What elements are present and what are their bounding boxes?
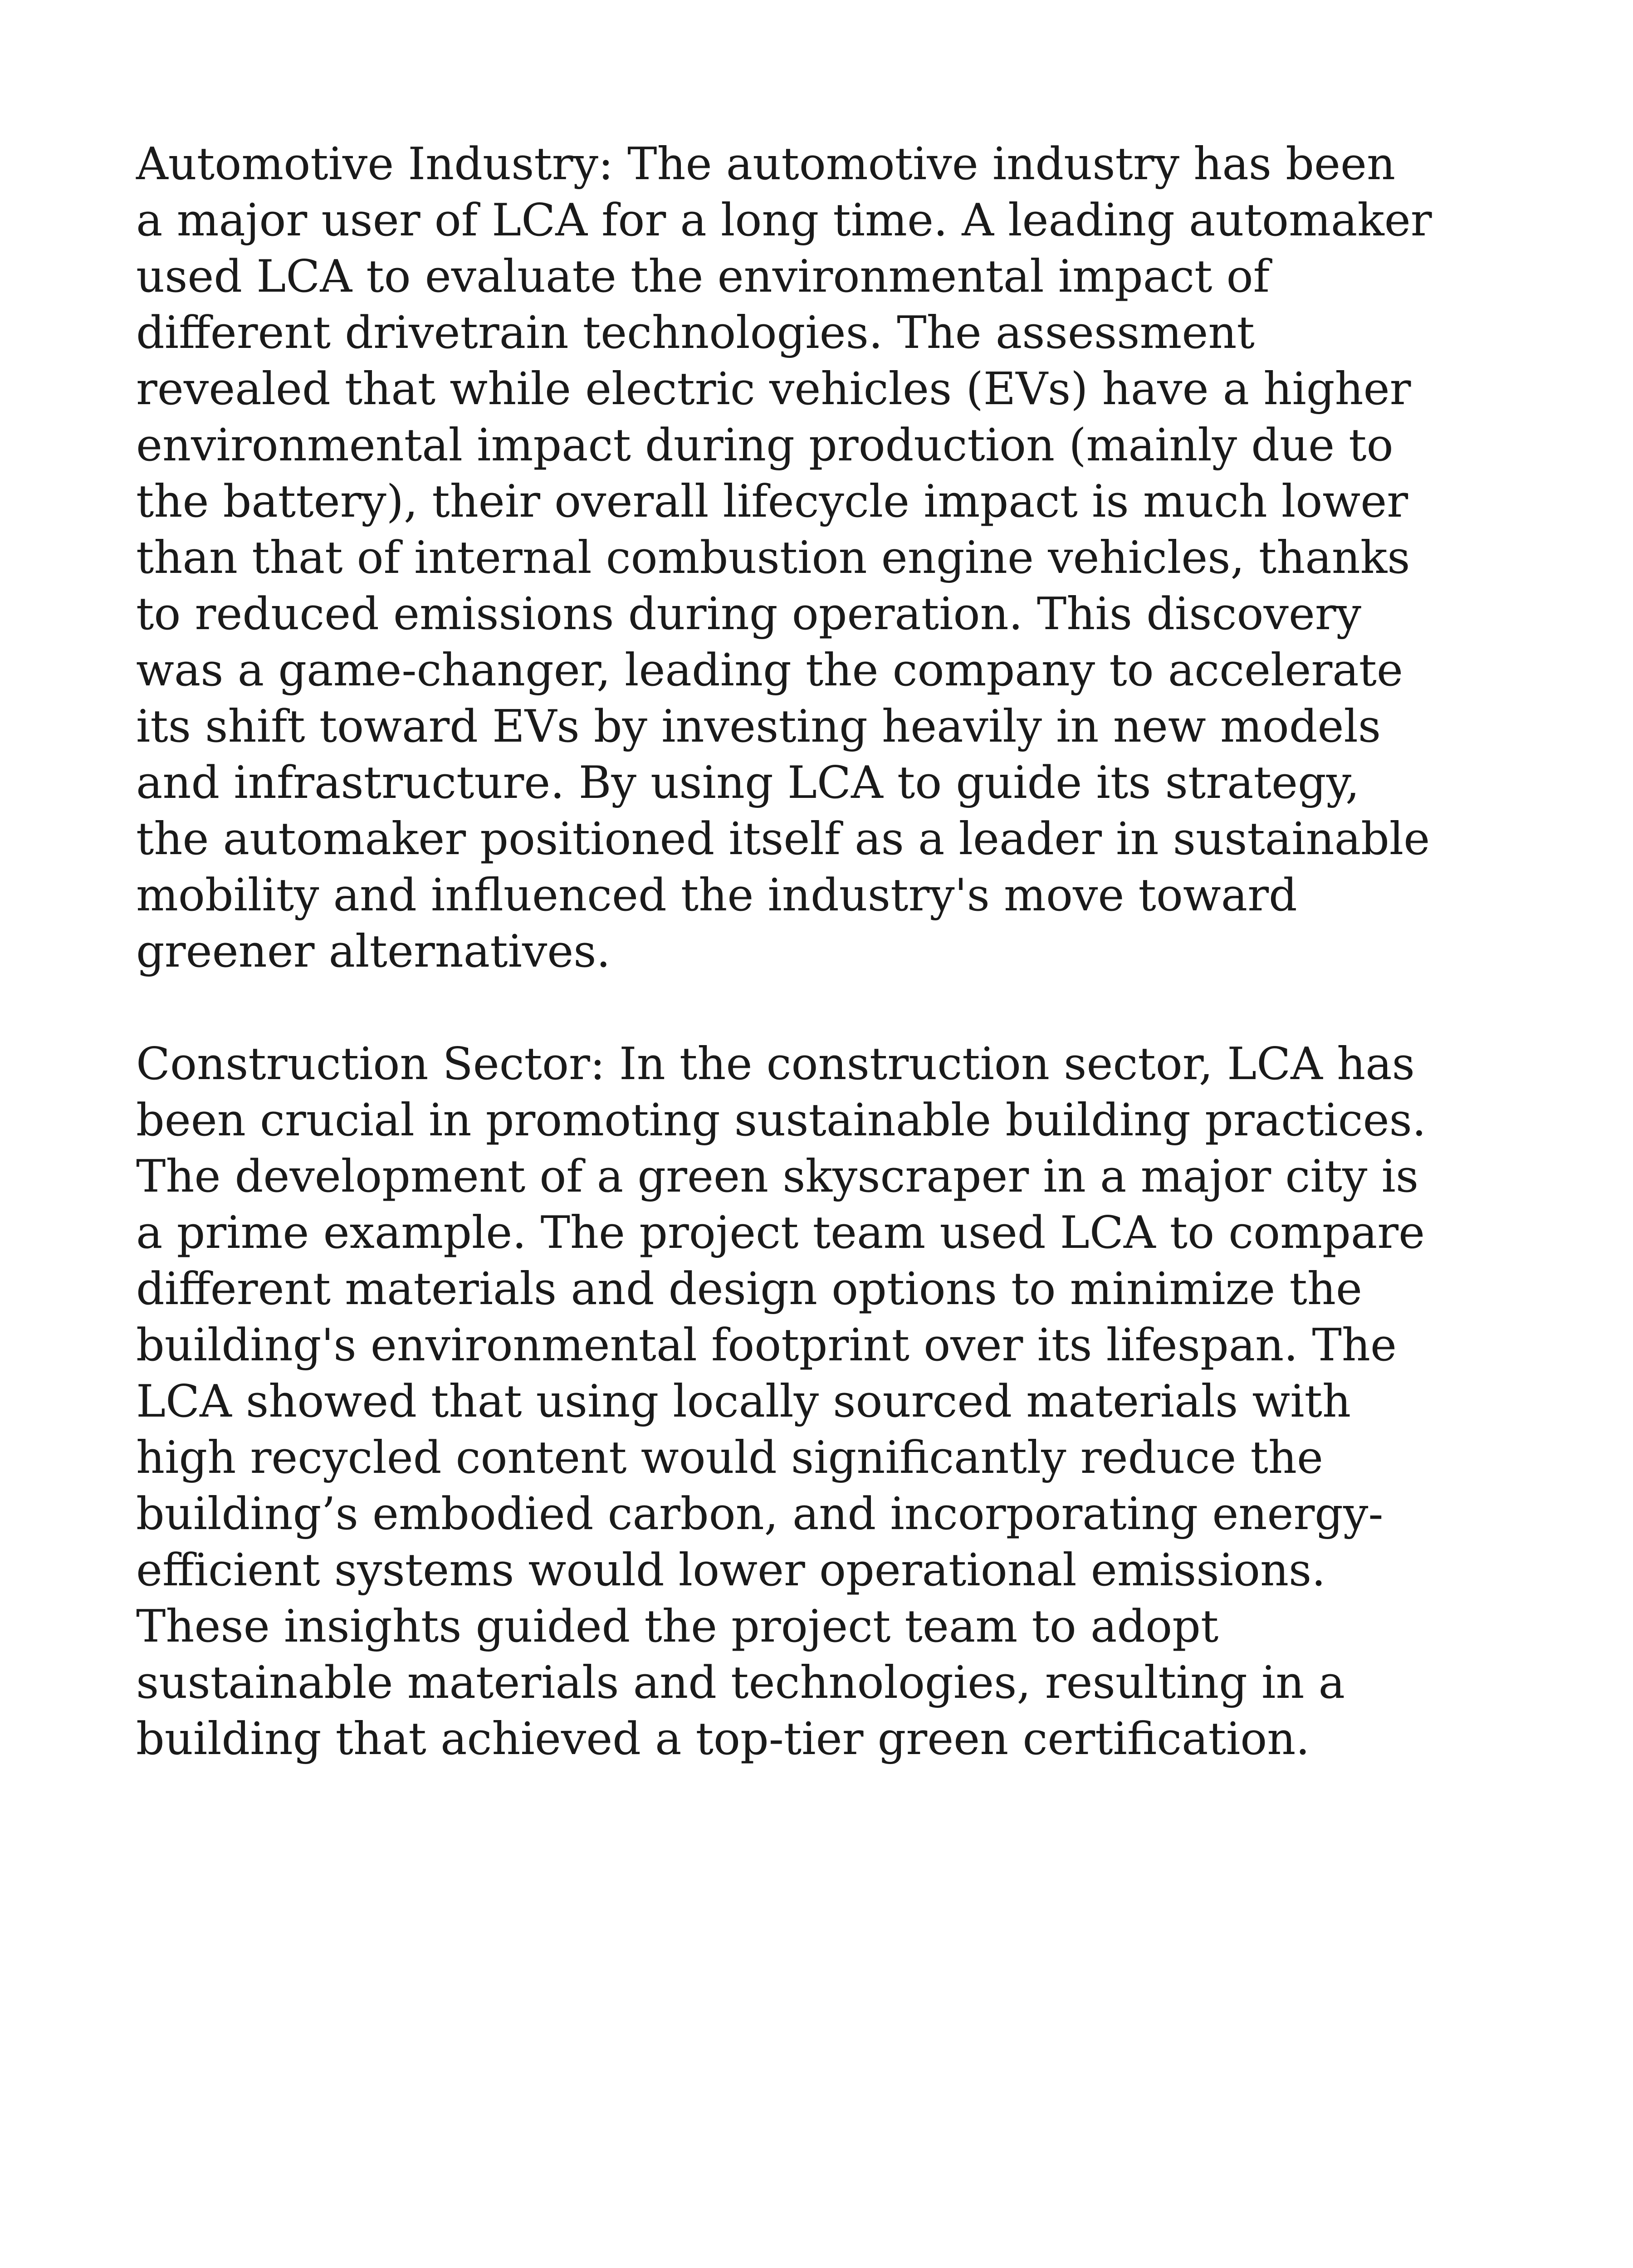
- body-text: [136, 136, 1433, 1823]
- paragraph-automotive-industry: Automotive Industry: The automotive industry has been a major user of LCA for a long time. A leading automaker used LCA to evaluate the environmental impact of different drivetrain technologies. The assessment revealed that while electric vehicles (EVs) have a higher environmental impact during production (mainly due to the battery), their overall lifecycle impact is much lower than that of internal combustion engine vehicles, thanks to reduced emissions during operation. This discovery was a game-changer, leading the company to accelerate its shift toward EVs by investing heavily in new models and infrastructure. By using LCA to guide its strategy, the automaker positioned itself as a leader in sustainable mobility and influenced the industry's move toward greener alternatives.: [136, 138, 1432, 978]
- paragraph-construction-sector: Construction Sector: In the construction sector, LCA has been crucial in promoting sustainable building practices. The development of a green skyscraper in a major city is a prime example. The project team used LCA to compare different materials and design options to minimize the building's environmental footprint over its lifespan. The LCA showed that using locally sourced materials with high recycled content would significantly reduce the building’s embodied carbon, and incorporating energy-efficient systems would lower operational emissions. These insights guided the project team to adopt sustainable materials and technologies, resulting in a building that achieved a top-tier green certification.: [136, 1038, 1427, 1765]
